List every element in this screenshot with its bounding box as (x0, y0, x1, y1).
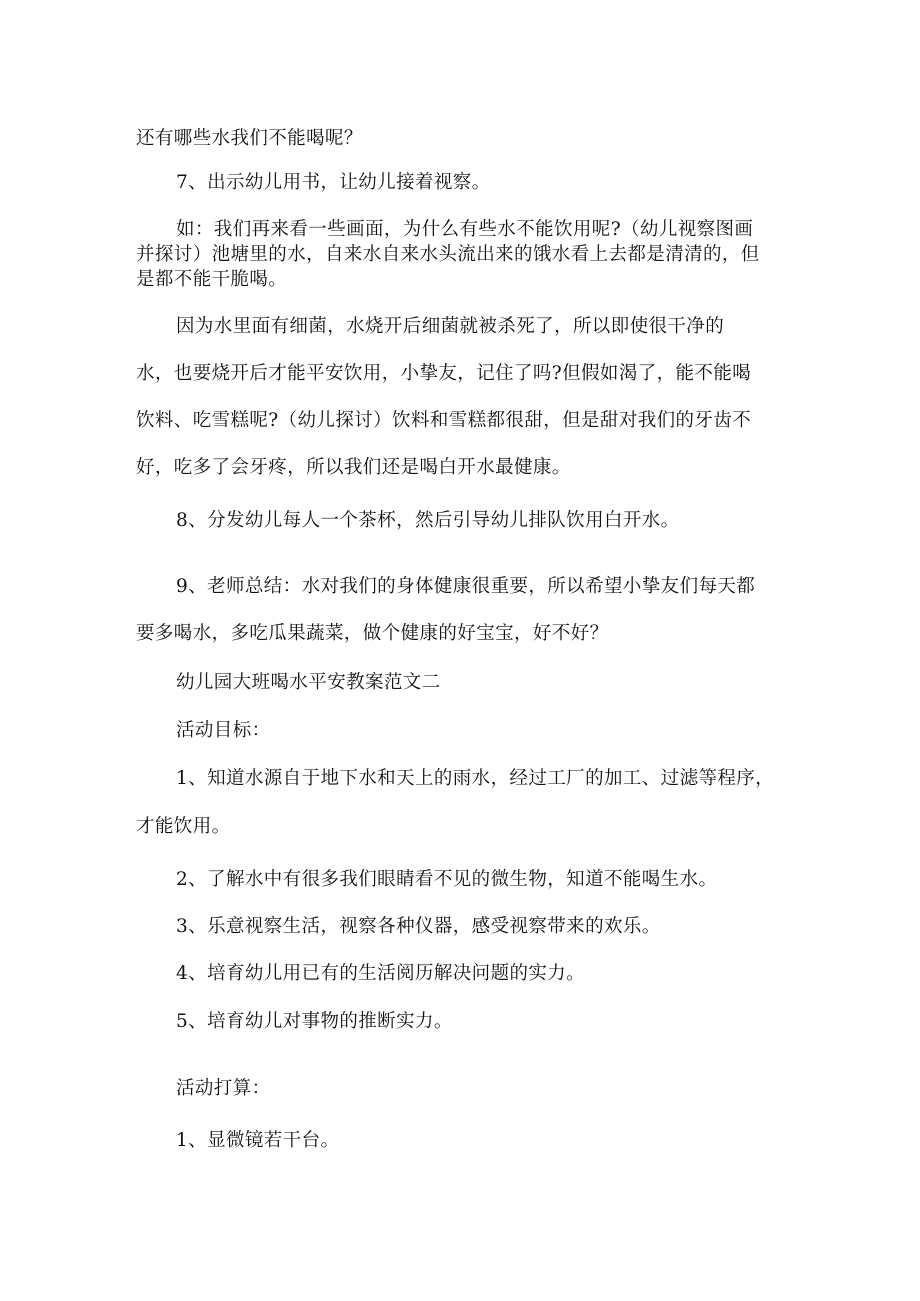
text-line: 8、分发幼儿每人一个茶杯，然后引导幼儿排队饮用白开水。 (176, 510, 680, 531)
text-line: 2、了解水中有很多我们眼睛看不见的微生物，知道不能喝生水。 (176, 869, 718, 890)
text-line: 1、显微镜若干台。 (176, 1130, 340, 1151)
text-line: 5、培育幼儿对事物的推断实力。 (176, 1011, 453, 1032)
text-line: 3、乐意视察生活，视察各种仪器，感受视察带来的欢乐。 (176, 916, 661, 937)
text-line: 7、出示幼儿用书，让幼儿接着视察。 (176, 172, 491, 193)
text-line: 好，吃多了会牙疼，所以我们还是喝白开水最健康。 (136, 457, 571, 478)
text-line: 9、老师总结：水对我们的身体健康很重要，所以希望小挚友们每天都 (176, 576, 756, 597)
section-heading: 幼儿园大班喝水平安教案范文二 (176, 672, 441, 693)
text-line: 饮料、吃雪糕呢?（幼儿探讨）饮料和雪糕都很甜，但是甜对我们的牙齿不 (136, 410, 752, 431)
text-line: 水，也要烧开后才能平安饮用，小挚友，记住了吗?但假如渴了，能不能喝 (136, 363, 752, 384)
text-line: 1、知道水源自于地下水和天上的雨水，经过工厂的加工、过滤等程序， (176, 768, 775, 789)
text-line: 因为水里面有细菌，水烧开后细菌就被杀死了，所以即使很干净的 (176, 316, 725, 337)
text-line: 是都不能干脆喝。 (136, 269, 288, 290)
text-line: 要多喝水，多吃瓜果蔬菜，做个健康的好宝宝，好不好？ (136, 623, 609, 644)
text-line: 才能饮用。 (136, 816, 231, 837)
section-heading: 活动打算： (176, 1078, 271, 1099)
text-line: 如：我们再来看一些画面，为什么有些水不能饮用呢?（幼儿视察图画 (176, 219, 754, 240)
text-line: 还有哪些水我们不能喝呢？ (136, 128, 363, 149)
text-line: 4、培育幼儿用已有的生活阅历解决问题的实力。 (176, 963, 586, 984)
section-heading: 活动目标： (176, 720, 271, 741)
text-line: 并探讨）池塘里的水，自来水自来水头流出来的饿水看上去都是清清的，但 (136, 244, 760, 265)
